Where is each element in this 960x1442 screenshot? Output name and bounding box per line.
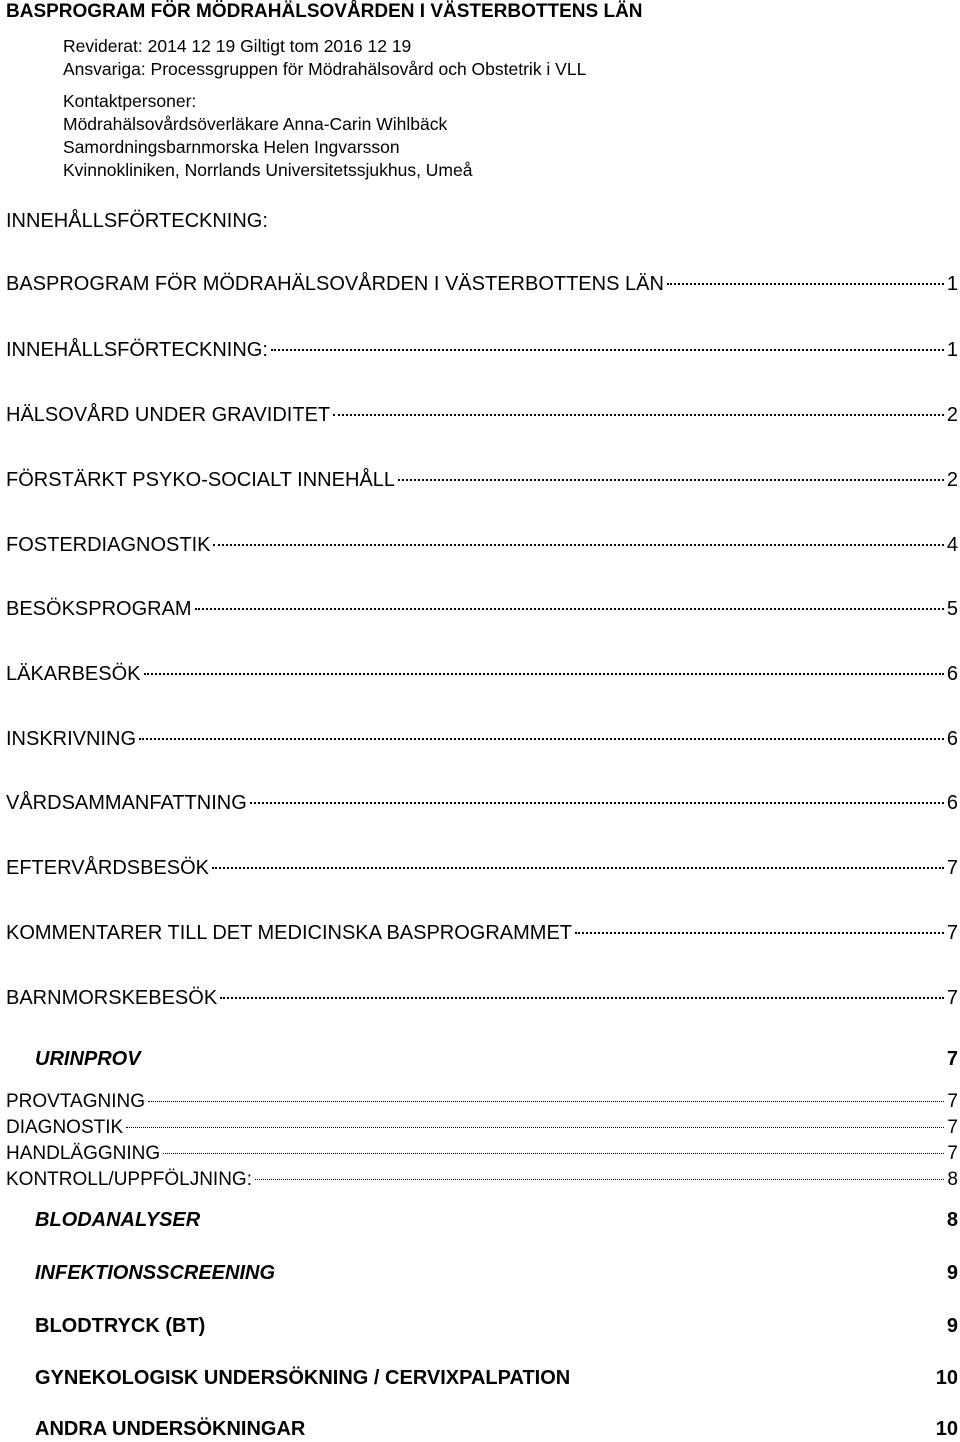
toc-page-number: 7 bbox=[946, 922, 958, 944]
responsible-line: Ansvariga: Processgruppen för Mödrahälsovård och Obstetrik i VLL bbox=[63, 59, 587, 79]
toc-entry-innehallsforteckning[interactable] bbox=[6, 339, 958, 365]
toc-page-number: 7 bbox=[946, 857, 958, 879]
toc-page-number: 7 bbox=[946, 987, 958, 1009]
toc-entry-label: KOMMENTARER TILL DET MEDICINSKA BASPROGRAMMET bbox=[6, 922, 573, 944]
toc-page-number: 6 bbox=[946, 663, 958, 685]
revision-line: Reviderat: 2014 12 19 Giltigt tom 2016 12 19 bbox=[63, 36, 412, 56]
toc-entry-label: BESÖKSPROGRAM bbox=[6, 598, 192, 620]
toc-leader bbox=[126, 1127, 944, 1128]
toc-entry-andra-undersokningar[interactable] bbox=[35, 1418, 958, 1441]
toc-leader bbox=[398, 479, 944, 481]
toc-leader bbox=[139, 738, 944, 740]
toc-entry-blodtryck[interactable] bbox=[35, 1315, 958, 1338]
toc-leader bbox=[255, 1179, 944, 1180]
toc-entry-kommentarer[interactable] bbox=[6, 922, 958, 948]
toc-page-number: 7 bbox=[947, 1143, 958, 1164]
contacts-label: Kontaktpersoner: bbox=[63, 91, 197, 111]
toc-entry-label: EFTERVÅRDSBESÖK bbox=[6, 857, 210, 879]
toc-entry-blodanalyser[interactable] bbox=[35, 1209, 958, 1232]
toc-leader bbox=[333, 414, 944, 416]
toc-leader bbox=[271, 349, 944, 351]
toc-entry-label: GYNEKOLOGISK UNDERSÖKNING / CERVIXPALPATION bbox=[35, 1367, 571, 1389]
toc-page-number: 8 bbox=[946, 1209, 958, 1231]
toc-leader bbox=[575, 932, 944, 934]
toc-entry-fosterdiagnostik[interactable] bbox=[6, 534, 958, 560]
toc-entry-label: FÖRSTÄRKT PSYKO-SOCIALT INNEHÅLL bbox=[6, 469, 395, 491]
contact-line: Samordningsbarnmorska Helen Ingvarsson bbox=[63, 137, 400, 157]
toc-entry-label: INFEKTIONSSCREENING bbox=[35, 1262, 276, 1284]
toc-page-number: 10 bbox=[935, 1367, 958, 1389]
toc-entry-diagnostik[interactable] bbox=[6, 1117, 958, 1143]
toc-entry-label: BASPROGRAM FÖR MÖDRAHÄLSOVÅRDEN I VÄSTERBOTTENS LÄN bbox=[6, 273, 664, 295]
toc-entry-kontroll[interactable] bbox=[6, 1169, 958, 1195]
toc-entry-halsovard[interactable] bbox=[6, 404, 958, 430]
toc-page-number: 7 bbox=[947, 1091, 958, 1112]
toc-entry-gynekologisk[interactable] bbox=[35, 1367, 958, 1390]
toc-entry-vardsammanfattning[interactable] bbox=[6, 792, 958, 818]
toc-entry-label: LÄKARBESÖK bbox=[6, 663, 141, 685]
contact-line: Kvinnokliniken, Norrlands Universitetssjukhus, Umeå bbox=[63, 160, 473, 180]
toc-entry-provtagning[interactable] bbox=[6, 1091, 958, 1117]
toc-page-number: 1 bbox=[946, 273, 958, 295]
toc-entry-barnmorskebesok[interactable] bbox=[6, 987, 958, 1013]
toc-entry-label: URINPROV bbox=[35, 1048, 141, 1070]
toc-page-number: 1 bbox=[946, 339, 958, 361]
toc-leader bbox=[163, 1153, 944, 1154]
toc-leader bbox=[213, 544, 943, 546]
toc-page-number: 9 bbox=[946, 1262, 958, 1284]
toc-entry-label: ANDRA UNDERSÖKNINGAR bbox=[35, 1418, 306, 1440]
toc-entry-label: BARNMORSKEBESÖK bbox=[6, 987, 218, 1009]
document-title: BASPROGRAM FÖR MÖDRAHÄLSOVÅRDEN I VÄSTERBOTTENS LÄN bbox=[6, 1, 643, 22]
toc-entry-forstarkt[interactable] bbox=[6, 469, 958, 495]
toc-page-number: 2 bbox=[946, 469, 958, 491]
toc-page-number: 7 bbox=[947, 1117, 958, 1138]
toc-entry-label: HÄLSOVÅRD UNDER GRAVIDITET bbox=[6, 404, 331, 426]
toc-entry-basprogram[interactable] bbox=[6, 273, 958, 299]
toc-entry-label: KONTROLL/UPPFÖLJNING: bbox=[6, 1169, 252, 1190]
toc-entry-infektionsscreening[interactable] bbox=[35, 1262, 958, 1285]
toc-leader bbox=[148, 1101, 944, 1102]
toc-entry-inskrivning[interactable] bbox=[6, 728, 958, 754]
toc-page-number: 2 bbox=[946, 404, 958, 426]
toc-entry-label: INSKRIVNING bbox=[6, 728, 137, 750]
toc-page-number: 9 bbox=[946, 1315, 958, 1337]
contact-line: Mödrahälsovårdsöverläkare Anna-Carin Wihlbäck bbox=[63, 114, 448, 134]
toc-entry-label: HANDLÄGGNING bbox=[6, 1143, 161, 1164]
toc-leader bbox=[220, 997, 944, 999]
toc-entry-besoksprogram[interactable] bbox=[6, 598, 958, 624]
toc-entry-label: BLODTRYCK (BT) bbox=[35, 1315, 206, 1337]
toc-leader bbox=[250, 802, 944, 804]
toc-entry-label: BLODANALYSER bbox=[35, 1209, 201, 1231]
toc-page-number: 6 bbox=[946, 792, 958, 814]
toc-page-number: 6 bbox=[946, 728, 958, 750]
toc-entry-label: PROVTAGNING bbox=[6, 1091, 145, 1112]
toc-leader bbox=[212, 867, 944, 869]
toc-entry-eftervardsbesok[interactable] bbox=[6, 857, 958, 883]
toc-entry-label: INNEHÅLLSFÖRTECKNING: bbox=[6, 339, 268, 361]
toc-leader bbox=[667, 283, 944, 285]
toc-entry-label: DIAGNOSTIK bbox=[6, 1117, 124, 1138]
toc-page-number: 8 bbox=[947, 1169, 958, 1190]
toc-entry-lakarbesok[interactable] bbox=[6, 663, 958, 689]
toc-page-number: 5 bbox=[946, 598, 958, 620]
toc-entry-handlaggning[interactable] bbox=[6, 1143, 958, 1169]
toc-entry-label: VÅRDSAMMANFATTNING bbox=[6, 792, 247, 814]
toc-page-number: 7 bbox=[946, 1048, 958, 1070]
toc-page-number: 10 bbox=[935, 1418, 958, 1440]
toc-leader bbox=[144, 673, 944, 675]
toc-leader bbox=[195, 608, 944, 610]
toc-page-number: 4 bbox=[946, 534, 958, 556]
toc-entry-urinprov[interactable] bbox=[35, 1048, 958, 1071]
toc-heading: INNEHÅLLSFÖRTECKNING: bbox=[6, 210, 268, 232]
toc-entry-label: FOSTERDIAGNOSTIK bbox=[6, 534, 211, 556]
